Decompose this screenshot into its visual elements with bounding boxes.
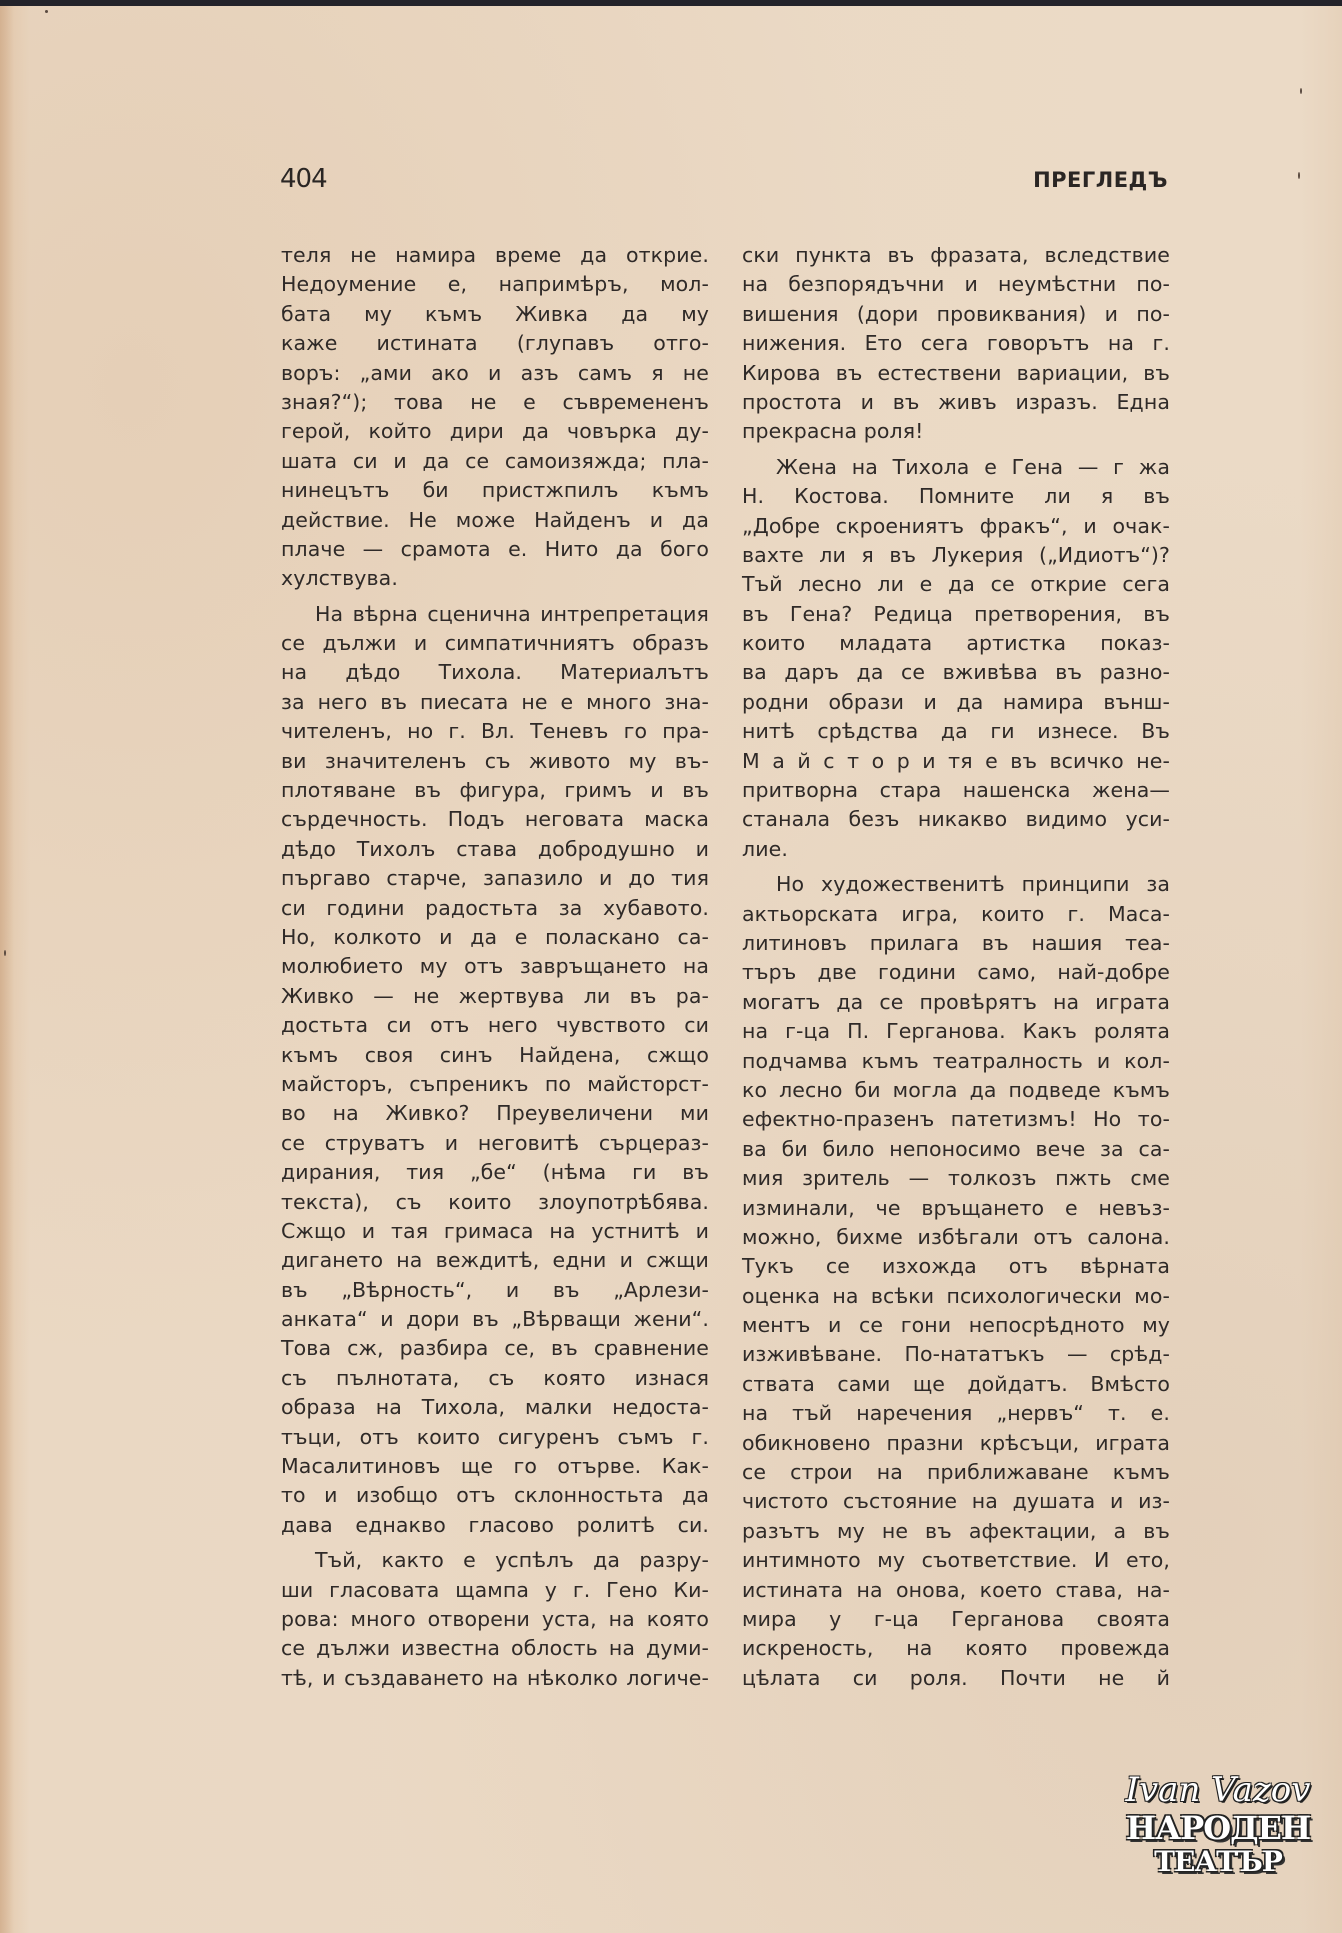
text-line: мия зритель — толкозъ пжть сме: [742, 1166, 1170, 1191]
text-line: въ Гена? Редица претворения, въ: [742, 601, 1170, 626]
text-line: простота и въ живъ изразъ. Една: [742, 389, 1170, 414]
text-line: нитѣ срѣдства да ги изнесе. Въ: [742, 719, 1170, 744]
text-line: можно, бихме избѣгали отъ салона.: [742, 1224, 1170, 1249]
text-column-left: [281, 241, 709, 1693]
running-header: [280, 164, 1168, 204]
text-line: Но художественитѣ принципи за: [776, 872, 1170, 897]
text-line: чителенъ, но г. Вл. Теневъ го пра-: [281, 719, 709, 744]
text-line: мира у г-ца Герганова своята: [742, 1606, 1170, 1631]
text-line: на дѣдо Тихола. Материалътъ: [281, 660, 709, 685]
text-line: притворна стара нашенска жена—: [742, 778, 1170, 803]
paper-speck: [1300, 88, 1302, 94]
text-line: чистото състояние на душата и из-: [742, 1489, 1170, 1514]
text-line: диганeто на веждитѣ, едни и сжщи: [281, 1248, 709, 1273]
text-line: Недоумение е, напримѣръ, мол-: [281, 272, 709, 297]
text-line: анката“ и дори въ „Вѣрващи жени“.: [281, 1307, 709, 1332]
text-line: подчамва къмъ театралность и кол-: [742, 1048, 1170, 1073]
text-line: Сжщо и тая гримаса на устнитѣ и: [281, 1218, 709, 1243]
text-line: ствата сами ще дойдатъ. Вмѣсто: [742, 1371, 1170, 1396]
text-line: шата си и да се самоизяжда; пла-: [281, 448, 709, 473]
text-line: литиновъ прилага въ нашия теа-: [742, 930, 1170, 955]
text-line: теля не намира време да открие.: [281, 243, 709, 267]
text-line: ментъ и се гони непосрѣдното му: [742, 1313, 1170, 1338]
text-line: Това сж, разбира се, въ сравнение: [281, 1336, 709, 1361]
scan-top-edge: [0, 0, 1342, 6]
text-line: ски пункта въ фразата, вследствие: [742, 243, 1170, 267]
text-line: достьта си отъ него чувството си: [281, 1013, 709, 1038]
text-line: на г-ца П. Герганова. Какъ ролята: [742, 1019, 1170, 1044]
text-line: които младата артистка показ-: [742, 631, 1170, 656]
text-line: хулствува.: [281, 566, 398, 591]
page-edge-shadow: [0, 6, 14, 1933]
text-line: ко лесно би могла да подведе къмъ: [742, 1077, 1170, 1102]
text-line: искреность, на която провежда: [742, 1636, 1170, 1661]
text-line: то и изобщо отъ склонностьта да: [281, 1483, 709, 1508]
text-line: за него въ пиесата не е много зна-: [281, 689, 709, 714]
text-line: каже истината (глупавъ отго-: [281, 331, 709, 356]
text-line: си години радостьта за хубавото.: [281, 895, 709, 920]
watermark-line2: ТЕАТЪР: [1154, 1845, 1282, 1878]
text-line: дирания, тия „бе“ (нѣма ги въ: [281, 1160, 709, 1185]
text-line: търъ две години само, най-добре: [742, 960, 1170, 985]
text-line: рова: много отворени уста, на която: [281, 1606, 709, 1631]
text-line: истината на онова, което става, на-: [742, 1577, 1170, 1602]
text-line: нинецътъ би пристжпилъ къмъ: [281, 478, 709, 503]
watermark-signature: Ivan Vazov: [1125, 1770, 1311, 1810]
text-line: Тъй лесно ли е да се открие сега: [742, 572, 1170, 597]
text-line: се дължи известна облость на думи-: [281, 1636, 709, 1661]
text-line: действие. Не може Найденъ и да: [281, 507, 709, 532]
page-number: 404: [280, 164, 327, 194]
text-line: се строи на приближаване къмъ: [742, 1460, 1170, 1485]
text-line: Тъй, както е успѣлъ да разру-: [315, 1548, 709, 1573]
text-line: на безпорядъчни и неумѣстни по-: [742, 272, 1170, 297]
text-line: Кирова въ естествени вариации, въ: [742, 360, 1170, 385]
text-line: молюбието му отъ завръщането на: [281, 954, 709, 979]
text-line: дава еднакво гласово ролитѣ си.: [281, 1512, 709, 1537]
text-column-right: [742, 241, 1170, 1693]
national-theatre-watermark: [1118, 1770, 1318, 1900]
text-line: къмъ своя синъ Найдена, сжщо: [281, 1042, 709, 1067]
text-line: цѣлата си роля. Почти не й: [742, 1665, 1170, 1690]
text-line: Жена на Тихола е Гена — г жа: [776, 454, 1170, 479]
text-line: могатъ да се провѣрятъ на играта: [742, 989, 1170, 1014]
text-line: ефектно-празенъ патетизмъ! Но то-: [742, 1107, 1170, 1132]
text-line: дѣдо Тихолъ става добродушно и: [281, 836, 709, 861]
text-line: съ пълнотата, съ която изнася: [281, 1365, 709, 1390]
text-line: ши гласовата щампа у г. Гено Ки-: [281, 1577, 709, 1602]
text-line: актьорската игра, които г. Маса-: [742, 901, 1170, 926]
text-line: изживѣване. По-нататъкъ — срѣд-: [742, 1342, 1170, 1367]
text-line: станала безъ никакво видимо уси-: [742, 807, 1170, 832]
paper-speck: [4, 950, 6, 956]
text-line: вахте ли я въ Лукерия („Идиотъ“)?: [742, 542, 1170, 567]
text-line: оценка на всѣки психологически мо-: [742, 1283, 1170, 1308]
paper-speck: [45, 10, 48, 13]
text-line: герой, който дири да човърка ду-: [281, 419, 709, 444]
watermark-line1: НАРОДЕН: [1125, 1809, 1311, 1847]
text-line: интимното му съответствие. И ето,: [742, 1548, 1170, 1573]
text-line: ви значителенъ съ живото му въ-: [281, 748, 709, 773]
text-line: „Добре скроениятъ фракъ“, и очак-: [742, 513, 1170, 538]
text-line: Масалитиновъ ще го отърве. Как-: [281, 1454, 709, 1479]
text-line: Живко — не жертвува ли въ ра-: [281, 983, 709, 1008]
text-line: се струватъ и неговитѣ сърцераз-: [281, 1130, 709, 1155]
text-line: Н. Костова. Помните ли я въ: [742, 484, 1170, 509]
text-line: Тукъ се изхожда отъ вѣрната: [742, 1254, 1170, 1279]
text-line: плаче — срамота е. Нито да бого: [281, 536, 709, 561]
text-line: нижения. Ето сега говорътъ на г.: [742, 331, 1170, 356]
text-line: ва даръ да се вживѣва въ разно-: [742, 660, 1170, 685]
text-line: на тъй наречения „нервъ“ т. е.: [742, 1401, 1170, 1426]
text-line: сърдечность. Подъ неговата маска: [281, 807, 709, 832]
text-line: майсторъ, съпреникъ по майсторст-: [281, 1071, 709, 1096]
text-line: тѣ, и създаването на нѣколко логиче-: [281, 1665, 709, 1690]
text-line: лие.: [742, 836, 788, 861]
text-line: тъци, отъ които сигуренъ съмъ г.: [281, 1424, 709, 1449]
text-line: разътъ му не въ афектации, а въ: [742, 1518, 1170, 1543]
text-line: воръ: „ами ако и азъ самъ я не: [281, 360, 709, 385]
text-line: бата му къмъ Живка да му: [281, 301, 709, 326]
text-line: Но, колкото и да е поласкано са-: [281, 924, 709, 949]
journal-title: ПРЕГЛЕДЪ: [1033, 168, 1168, 192]
text-line: прекрасна роля!: [742, 419, 924, 444]
text-line: На вѣрна сценична интрепретация: [315, 601, 709, 626]
text-line: образа на Тихола, малки недоста-: [281, 1395, 709, 1420]
text-line: вишения (дори провиквания) и по-: [742, 301, 1170, 326]
text-line: въ „Вѣрность“, и въ „Арлези-: [281, 1277, 709, 1302]
text-line: пъргаво старче, запазило и до тия: [281, 866, 709, 891]
text-line: се дължи и симпатичниятъ образъ: [281, 631, 709, 656]
paper-speck: [1298, 172, 1300, 179]
text-line: М а й с т о р и тя е въ всичко не-: [742, 748, 1170, 773]
text-line: изминали, че връщането е невъз-: [742, 1195, 1170, 1220]
text-line: ва би било непоносимо вече за са-: [742, 1136, 1170, 1161]
text-line: плотяване въ фигура, гримъ и въ: [281, 778, 709, 803]
text-line: обикновено празни крѣсъци, играта: [742, 1430, 1170, 1455]
text-line: во на Живко? Преувеличени ми: [281, 1101, 709, 1126]
text-line: родни образи и да намира външ-: [742, 689, 1170, 714]
text-line: текста), съ които злоупотрѣбява.: [281, 1189, 709, 1214]
text-line: зная?“); това не е съвремененъ: [281, 389, 709, 414]
